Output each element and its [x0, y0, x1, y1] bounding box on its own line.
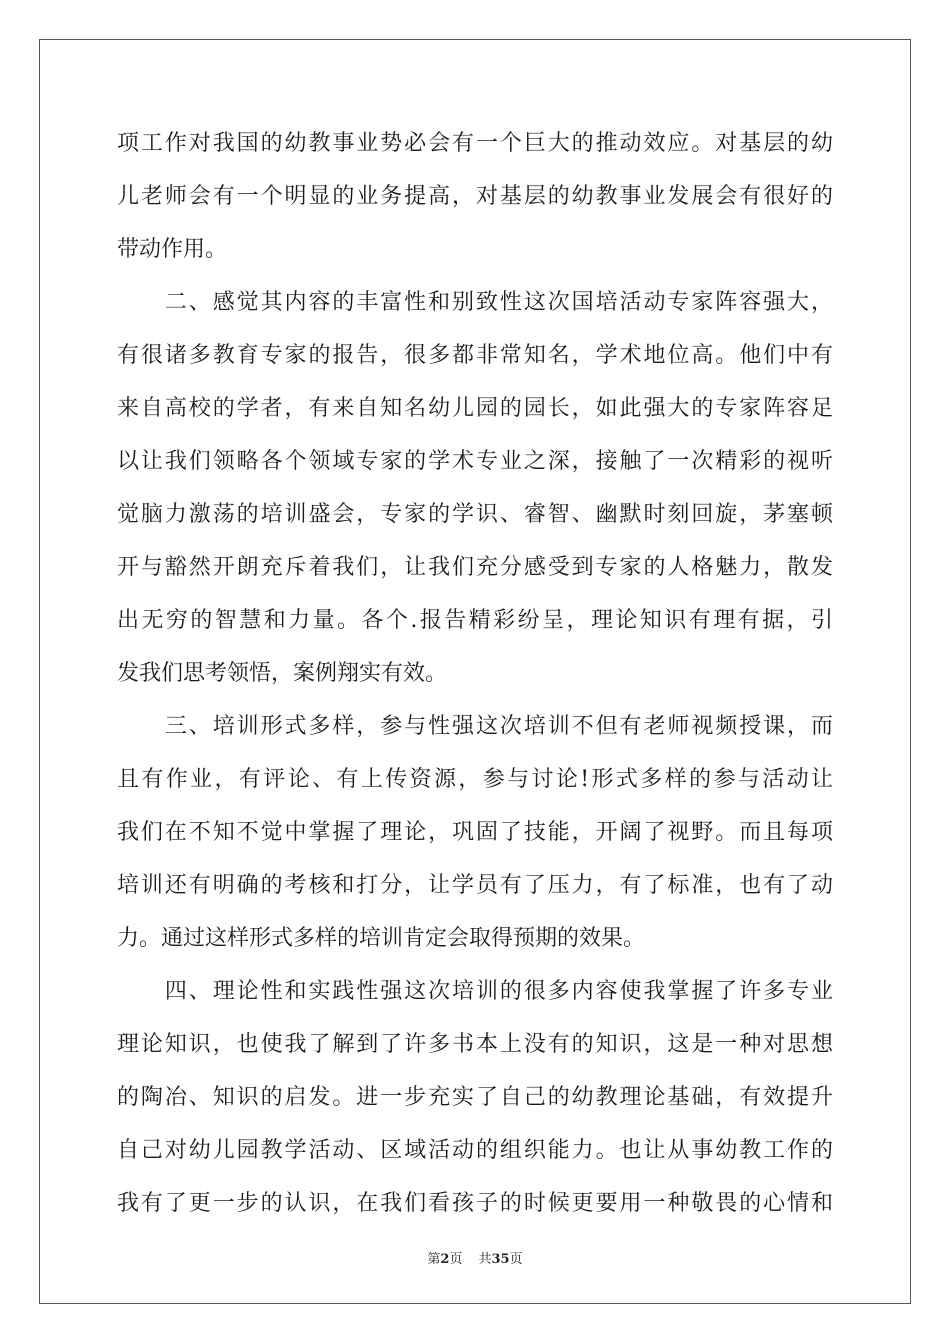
text-line: 理论知识，也使我了解到了许多书本上没有的知识，这是一种对思想 — [117, 1032, 833, 1057]
total-suffix: 页 — [509, 1252, 523, 1267]
text-line: 来自高校的学者，有来自知名幼儿园的园长，如此强大的专家阵容足 — [117, 396, 833, 421]
text-line: 我有了更一步的认识，在我们看孩子的时候更要用一种敬畏的心情和 — [117, 1191, 833, 1216]
text-line: 开与豁然开朗充斥着我们，让我们充分感受到专家的人格魅力，散发 — [117, 555, 833, 580]
text-line: 三、培训形式多样，参与性强这次培训不但有老师视频授课，而 — [117, 714, 833, 739]
text-line: 儿老师会有一个明显的业务提高，对基层的幼教事业发展会有很好的 — [117, 184, 833, 209]
text-line: 我们在不知不觉中掌握了理论，巩固了技能，开阔了视野。而且每项 — [117, 820, 833, 845]
text-line: 自己对幼儿园教学活动、区域活动的组织能力。也让从事幼教工作的 — [117, 1138, 833, 1163]
text-line: 出无穷的智慧和力量。各个.报告精彩纷呈，理论知识有理有据，引 — [117, 608, 833, 633]
text-line: 力。通过这样形式多样的培训肯定会取得预期的效果。 — [117, 926, 646, 951]
page-total: 35 — [491, 1252, 510, 1267]
text-line: 带动作用。 — [117, 237, 228, 262]
page-footer — [0, 1250, 950, 1270]
text-line: 项工作对我国的幼教事业势必会有一个巨大的推动效应。对基层的幼 — [117, 131, 833, 156]
text-line: 四、理论性和实践性强这次培训的很多内容使我掌握了许多专业 — [117, 979, 833, 1004]
text-line: 二、感觉其内容的丰富性和别致性这次国培活动专家阵容强大， — [117, 290, 833, 315]
text-line: 且有作业，有评论、有上传资源，参与讨论!形式多样的参与活动让 — [117, 767, 833, 792]
page-prefix: 第 — [427, 1252, 441, 1267]
text-line: 觉脑力激荡的培训盛会，专家的学识、睿智、幽默时刻回旋，茅塞顿 — [117, 502, 833, 527]
text-line: 发我们思考领悟，案例翔实有效。 — [117, 661, 448, 686]
page-suffix: 页 — [449, 1252, 463, 1267]
text-line: 有很诸多教育专家的报告，很多都非常知名，学术地位高。他们中有 — [117, 343, 833, 368]
text-line: 的陶冶、知识的启发。进一步充实了自己的幼教理论基础，有效提升 — [117, 1085, 833, 1110]
page-current: 2 — [440, 1252, 450, 1267]
text-line: 培训还有明确的考核和打分，让学员有了压力，有了标准，也有了动 — [117, 873, 833, 898]
total-prefix: 共 — [478, 1252, 492, 1267]
text-line: 以让我们领略各个领域专家的学术专业之深，接触了一次精彩的视听 — [117, 449, 833, 474]
